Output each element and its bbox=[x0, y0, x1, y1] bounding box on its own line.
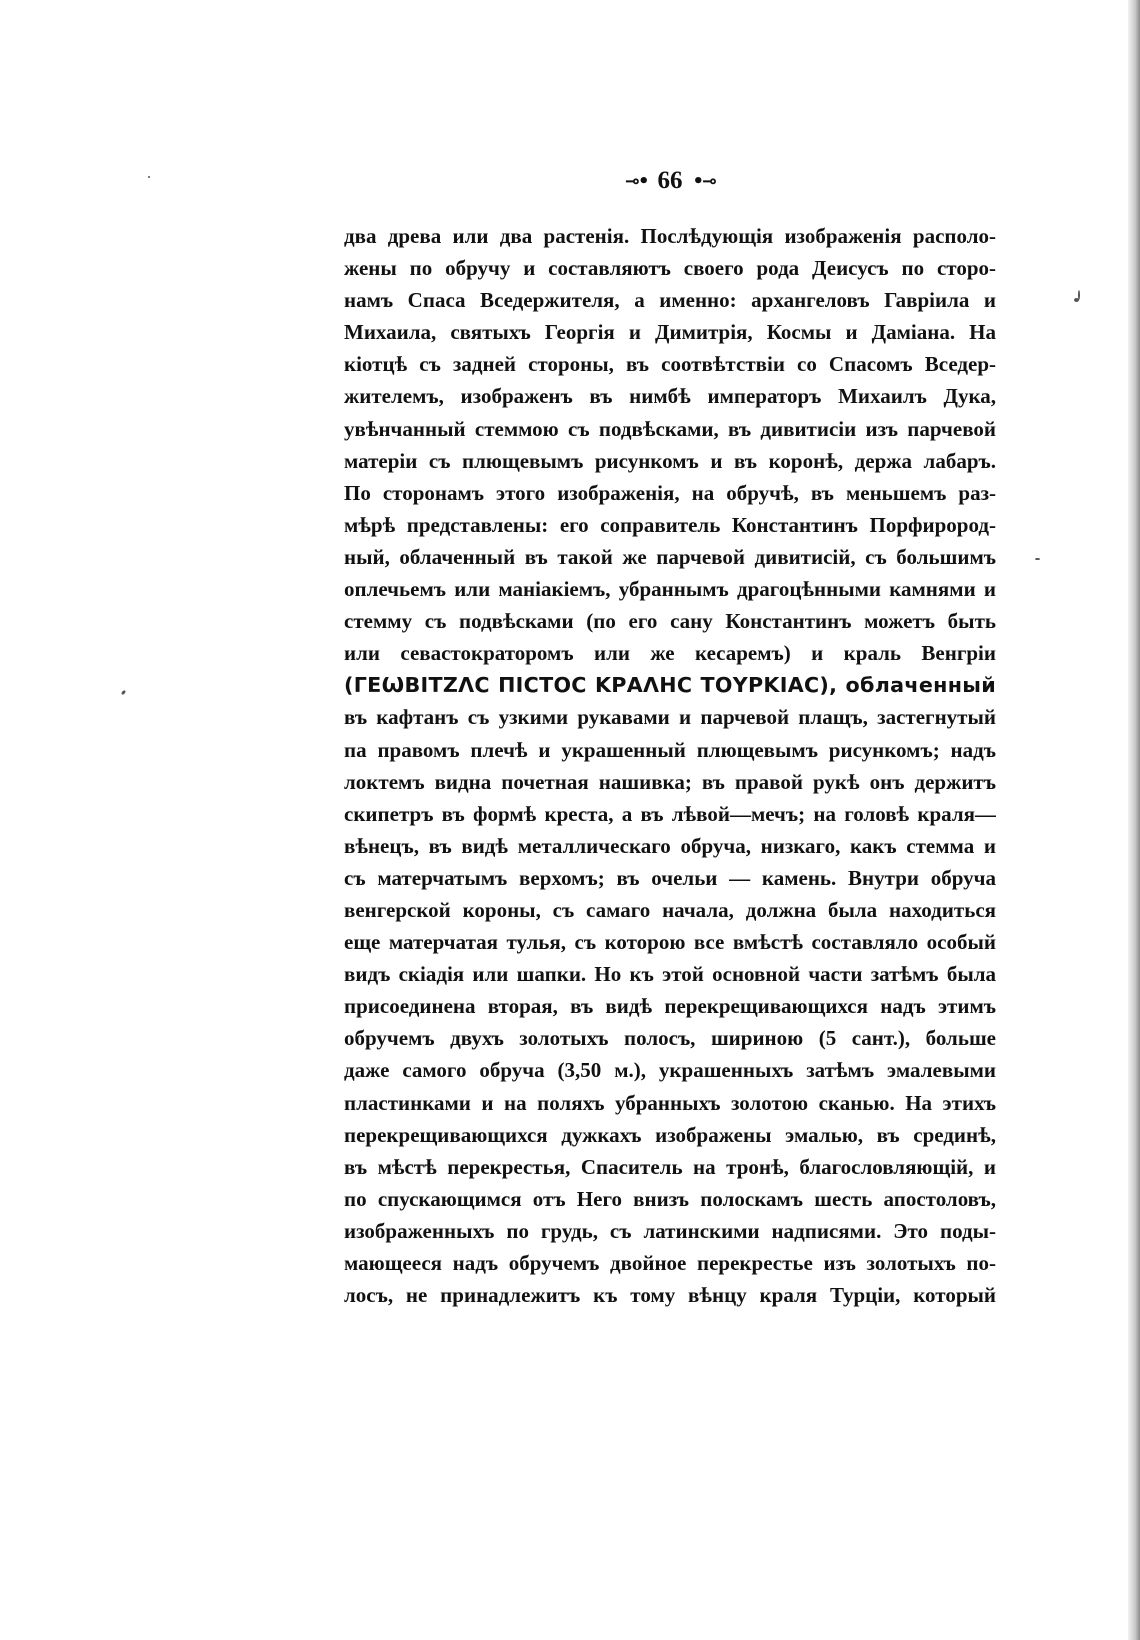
ornament-left: ⊸• bbox=[624, 170, 648, 192]
text-line: мѣрѣ представлены: его соправитель Константинъ Порфирород- bbox=[344, 512, 996, 537]
text-line: съ матерчатымъ верхомъ; въ очельи — камень. Внутри обруча bbox=[344, 865, 996, 890]
text-line: увѣнчанный стеммою съ подвѣсками, въ дивитисіи изъ парчевой bbox=[344, 416, 996, 441]
page-number: 66 bbox=[657, 167, 683, 194]
body-text bbox=[344, 220, 996, 1311]
text-line: присоединена вторая, въ видѣ перекрещивающихся надъ этимъ bbox=[344, 994, 996, 1019]
page-header bbox=[600, 163, 740, 199]
text-line: матеріи съ плющевымъ рисункомъ и въ коронѣ, держа лабаръ. bbox=[344, 448, 996, 473]
text-line: кіотцѣ съ задней стороны, въ соотвѣтствіи со Спасомъ Вседер- bbox=[344, 352, 996, 377]
scan-speck bbox=[121, 690, 127, 696]
text-line: жены по обручу и составляютъ своего рода Деисусъ по сторо- bbox=[344, 256, 996, 281]
text-line: обручемъ двухъ золотыхъ полосъ, шириною (5 сант.), больше bbox=[344, 1026, 996, 1051]
text-line: Михаила, святыхъ Георгія и Димитрія, Космы и Даміана. На bbox=[344, 320, 996, 345]
text-line: мающееся надъ обручемъ двойное перекрестье изъ золотыхъ по- bbox=[344, 1251, 996, 1275]
text-line: вѣнецъ, въ видѣ металлическаго обруча, низкаго, какъ стемма и bbox=[344, 833, 996, 858]
text-line: лосъ, не принадлежитъ къ тому вѣнцу краля Турціи, который bbox=[344, 1283, 996, 1308]
text-line: стемму съ подвѣсками (по его сану Константинъ можетъ быть bbox=[344, 609, 996, 634]
text-line: пластинками и на поляхъ убранныхъ золотою сканью. На этихъ bbox=[344, 1090, 996, 1115]
scan-speck bbox=[1035, 558, 1040, 560]
text-line: жителемъ, изображенъ въ нимбѣ императоръ Михаилъ Дука, bbox=[344, 384, 996, 409]
text-line: локтемъ видна почетная нашивка; въ правой рукѣ онъ держитъ bbox=[344, 769, 996, 794]
ornament-right: •⊸ bbox=[692, 170, 716, 192]
text-line: ный, облаченный въ такой же парчевой дивитисій, съ большимъ bbox=[344, 544, 996, 569]
text-line: въ мѣстѣ перекрестья, Спаситель на тронѣ, благословляющій, и bbox=[344, 1154, 996, 1179]
text-line: или севастократоромъ или же кесаремъ) и краль Венгріи bbox=[344, 641, 996, 666]
text-line: даже самого обруча (3,50 м.), украшенныхъ затѣмъ эмалевыми bbox=[344, 1058, 996, 1083]
text-line-greek-inscription: (ΓΕѠΒΙΤΖΛϹ ΠΙϹΤΟϹ ΚΡΑΛΗϹ ΤΟΥΡΚΙΑϹ), облаченный bbox=[344, 673, 996, 698]
text-line: въ кафтанъ съ узкими рукавами и парчевой плащъ, застегнутый bbox=[344, 705, 996, 730]
text-line: по спускающимся отъ Него внизъ полоскамъ шесть апостоловъ, bbox=[344, 1186, 996, 1211]
text-line: два древа или два растенія. Послѣдующія изображенія располо- bbox=[344, 224, 996, 248]
text-line: скипетръ въ формѣ креста, а въ лѣвой—мечъ; на головѣ краля— bbox=[344, 801, 996, 826]
text-line: еще матерчатая тулья, съ которою все вмѣстѣ составляло особый bbox=[344, 930, 996, 955]
scan-speck bbox=[148, 176, 150, 178]
text-line: изображенныхъ по грудь, съ латинскими надписями. Это поды- bbox=[344, 1218, 996, 1243]
scan-speck bbox=[1078, 290, 1080, 300]
text-line: перекрещивающихся дужкахъ изображены эмалью, въ срединѣ, bbox=[344, 1122, 996, 1147]
text-line: оплечьемъ или маніакіемъ, убраннымъ драгоцѣнными камнями и bbox=[344, 577, 996, 602]
text-line: намъ Спаса Вседержителя, а именно: архангеловъ Гавріила и bbox=[344, 288, 996, 313]
text-line: По сторонамъ этого изображенія, на обручѣ, въ меньшемъ раз- bbox=[344, 480, 996, 505]
text-line: венгерской короны, съ самаго начала, должна была находиться bbox=[344, 897, 996, 922]
text-line: видъ скіадія или шапки. Но къ этой основной части затѣмъ была bbox=[344, 962, 996, 987]
page-edge-shadow bbox=[1128, 0, 1140, 1640]
text-line: па правомъ плечѣ и украшенный плющевымъ рисункомъ; надъ bbox=[344, 737, 996, 762]
